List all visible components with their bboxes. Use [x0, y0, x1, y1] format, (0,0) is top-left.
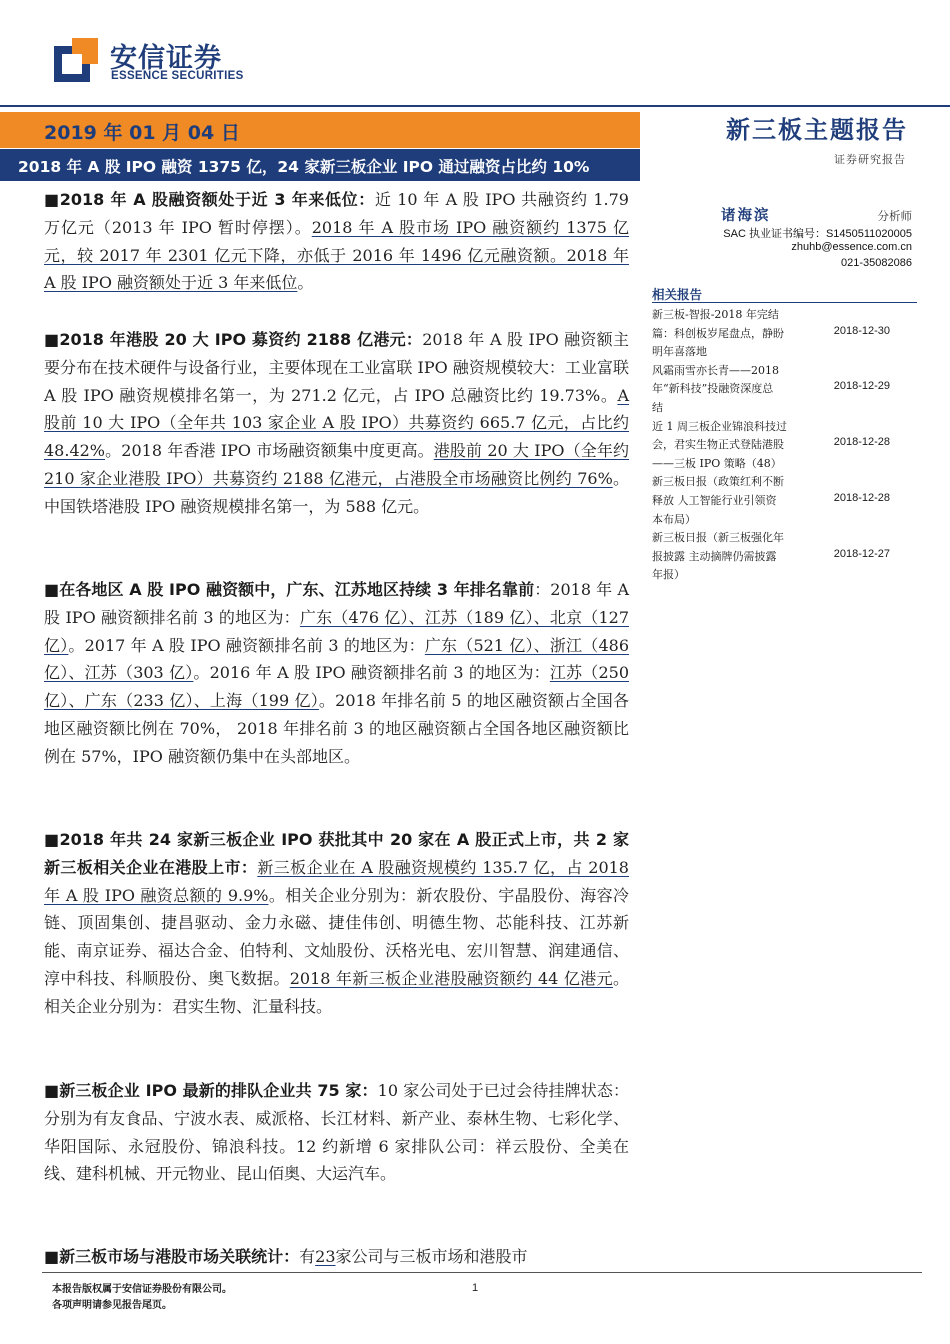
paragraph-text: 有 — [299, 1247, 316, 1266]
paragraph-text: 近 10 年 A 股 IPO 共融资约 1.79 万亿元（2013 年 IPO 暂时停摆）。 — [44, 190, 629, 237]
underlined-text: 广东（476 亿）、江苏（189 亿）、北京（127 亿） — [44, 607, 629, 655]
underlined-text: 港股前 20 大 IPO（全年约 210 家企业港股 IPO）共募资约 2188 亿港元，占港股全市场融资比例约 76% — [44, 441, 629, 488]
paragraph-heading: ■2018 年 A 股融资额处于近 3 年来低位： — [44, 190, 375, 209]
company-logo — [54, 36, 254, 86]
related-report-line[interactable]: 释放 人工智能行业引领资 — [652, 494, 777, 507]
related-report-line[interactable]: 本布局） — [652, 513, 696, 526]
paragraph-heading: ■2018 年港股 20 大 IPO 募资约 2188 亿港元： — [44, 330, 423, 349]
related-report-date: 2018-12-28 — [833, 436, 890, 448]
underlined-text: 2018 年 A 股 IPO 融资额处于近 3 年来低位 — [44, 245, 629, 293]
paragraph-text: 。 — [297, 273, 314, 293]
related-report-line[interactable]: ——三板 IPO 策略（48） — [652, 457, 782, 470]
paragraph-heading: ■2018 年共 24 家新三板企业 IPO 获批其中 20 家在 A 股正式上市，共 2 家新三板相关企业在港股上市： — [44, 830, 629, 877]
related-reports-divider — [652, 302, 917, 303]
related-report-date: 2018-12-30 — [833, 325, 890, 337]
underlined-text: A 股前 10 大 IPO（全年共 103 家企业 A 股 IPO）共募资约 665.7 亿元，占比约 48.42% — [44, 385, 629, 461]
paragraph-text: 。中国铁塔港股 IPO 融资规模排名第一，为 588 亿元。 — [44, 468, 629, 516]
header-divider — [0, 105, 950, 107]
paragraph-text: 。相关企业分别为：君实生物、汇量科技。 — [44, 968, 629, 1016]
underlined-text: 新三板企业在 A 股融资规模约 135.7 亿，占 2018 年 A 股 IPO 融资总额的 9.9% — [44, 857, 629, 905]
paragraph-ipo-low — [44, 186, 629, 297]
underlined-text: 23 — [315, 1247, 336, 1266]
related-report-line[interactable]: 风霜雨雪亦长青——2018 — [652, 364, 779, 377]
analyst-license: SAC 执业证书编号：S1450511020005 — [723, 228, 912, 240]
paragraph-heading: ■新三板市场与港股市场关联统计： — [44, 1247, 300, 1266]
footer-divider — [42, 1272, 922, 1273]
report-subtype: 证券研究报告 — [834, 153, 906, 166]
related-report-date: 2018-12-28 — [833, 492, 890, 504]
report-type: 新三板主题报告 — [726, 116, 908, 144]
related-report-line[interactable]: 新三板日报（新三板强化年 — [652, 531, 784, 544]
paragraph-text: 。2016 年 A 股 IPO 融资额排名前 3 的地区为： — [193, 663, 550, 683]
paragraph-text: 。2017 年 A 股 IPO 融资额排名前 3 的地区为： — [68, 635, 425, 655]
paragraph-regions — [44, 576, 629, 771]
paragraph-hk-ipo — [44, 326, 629, 521]
footer-copyright: 本报告版权属于安信证券股份有限公司。 — [52, 1284, 232, 1295]
page-number: 1 — [472, 1282, 479, 1294]
paragraph-neeq-ipo — [44, 826, 629, 1021]
paragraph-heading: ■新三板企业 IPO 最新的排队企业共 75 家： — [44, 1081, 378, 1100]
paragraph-text: 家公司与三板市场和港股市 — [335, 1247, 528, 1266]
underlined-text: 2018 年新三板企业港股融资额约 44 亿港元 — [289, 968, 613, 988]
analyst-email[interactable]: zhuhb@essence.com.cn — [791, 241, 912, 253]
logo-mark-icon — [54, 38, 98, 82]
related-report-line[interactable]: 年“新科技”投融资深度总 — [652, 382, 774, 395]
logo-name-en: ESSENCE SECURITIES — [111, 70, 244, 82]
related-report-line[interactable]: 近 1 周三板企业锦浪科技过 — [652, 420, 787, 433]
related-report-date: 2018-12-27 — [833, 548, 890, 560]
report-headline: 2018 年 A 股 IPO 融资 1375 亿，24 家新三板企业 IPO 通过融资占比约 10% — [18, 158, 590, 176]
related-report-line[interactable]: 新三板-智报-2018 年完结 — [652, 308, 779, 321]
related-reports-title: 相关报告 — [652, 287, 703, 302]
analyst-name: 诸海滨 — [721, 208, 771, 224]
underlined-text: 广东（521 亿）、浙江（486 亿）、江苏（303 亿） — [44, 635, 629, 683]
paragraph-text: 2018 年 A 股 IPO 融资额主要分布在技术硬件与设备行业，主要体现在工业富联 IPO 融资规模较大：工业富联 A 股 IPO 融资规模排名第一，为 271.2 亿元，占 IPO 总融资比约 19.73%。 — [44, 330, 629, 405]
analyst-phone: 021-35082086 — [841, 257, 912, 269]
underlined-text: 江苏（250 亿）、广东（233 亿）、上海（199 亿） — [44, 663, 629, 711]
paragraph-text: 。2018 年香港 IPO 市场融资额集中度更高。 — [105, 441, 434, 461]
related-report-line[interactable]: 新三板日报（政策红利不断 — [652, 475, 784, 488]
paragraph-hk-link — [44, 1243, 629, 1271]
related-report-date: 2018-12-29 — [833, 380, 890, 392]
footer-disclaimer: 各项声明请参见报告尾页。 — [52, 1300, 172, 1311]
related-report-line[interactable]: 明年喜落地 — [652, 345, 707, 358]
related-report-line[interactable]: 会，君实生物正式登陆港股 — [652, 438, 784, 451]
related-report-line[interactable]: 篇：科创板岁尾盘点，静盼 — [652, 327, 784, 340]
related-report-line[interactable]: 结 — [652, 401, 663, 414]
paragraph-text: 。2018 年排名前 5 的地区融资额占全国各地区融资额比例在 70%， 2018 年排名前 3 的地区融资额占全国各地区融资额比例在 57%，IPO 融资额仍集中在头部地区。 — [44, 691, 629, 766]
analyst-role: 分析师 — [877, 209, 912, 223]
related-report-line[interactable]: 年报） — [652, 568, 685, 581]
paragraph-text: ：2018 年 A 股 IPO 融资额排名前 3 的地区为： — [44, 580, 629, 627]
report-date: 2019 年 01 月 04 日 — [44, 122, 240, 144]
underlined-text: 2018 年 A 股市场 IPO 融资额约 1375 亿元，较 2017 年 2301 亿元下降，亦低于 2016 年 1496 亿元融资额。 — [44, 217, 629, 265]
paragraph-text: 。相关企业分别为：新农股份、宇晶股份、海容冷链、顶固集创、捷昌驱动、金力永磁、捷佳伟创、明德生物、芯能科技、江苏新能、南京证券、福达合金、伯特利、文灿股份、沃格光电、宏川智慧、润建通信、淳中科技、科顺股份、奥飞数据。 — [44, 885, 629, 988]
paragraph-text: 10 家公司处于已过会待挂牌状态：分别为有友食品、宁波水表、威派格、长江材料、新产业、泰林生物、七彩化学、华阳国际、永冠股份、锦浪科技。12 约新增 6 家排队公司：祥云股份、全美在线、建科机械、开元物业、昆山佰奥、大运汽车。 — [44, 1081, 629, 1184]
paragraph-queue — [44, 1077, 629, 1188]
logo-name-cn: 安信证券 — [110, 43, 222, 74]
paragraph-heading: ■在各地区 A 股 IPO 融资额中，广东、江苏地区持续 3 年排名靠前 — [44, 580, 535, 599]
related-report-line[interactable]: 报披露 主动摘牌仍需披露 — [652, 550, 777, 563]
